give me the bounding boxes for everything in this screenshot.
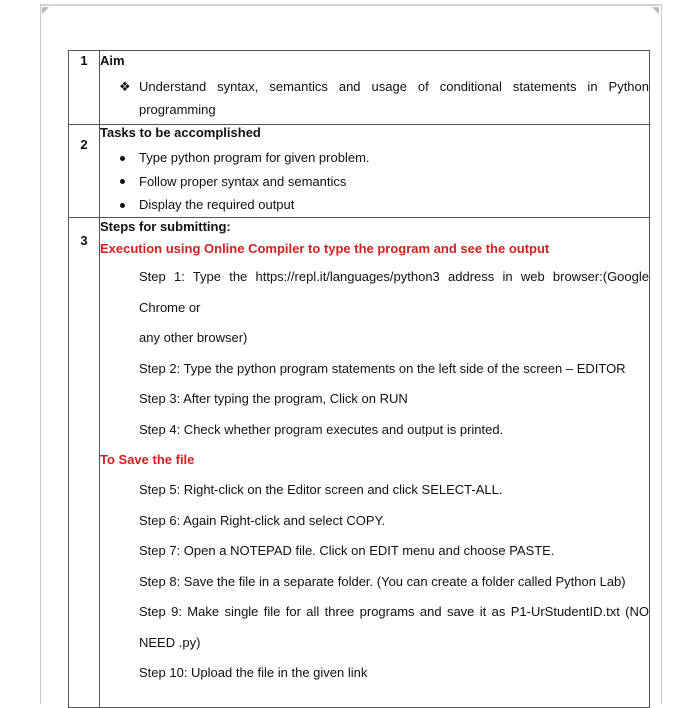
list-item: Type python program for given problem. (100, 146, 649, 170)
row-number: 3 (69, 218, 100, 708)
list-item: Display the required output (100, 193, 649, 217)
save-steps-list (100, 475, 649, 689)
table-row-steps (69, 218, 650, 708)
steps-heading: Steps for submitting: (100, 219, 231, 234)
step-8: Step 8: Save the file in a separate folder. (You can create a folder called Python Lab) (139, 573, 626, 589)
bullet-icon (120, 179, 125, 184)
lab-instructions-table (68, 50, 650, 708)
row-number: 1 (69, 51, 100, 125)
aim-heading: Aim (100, 53, 125, 68)
step-4: Step 4: Check whether program executes and output is printed. (139, 421, 504, 437)
table-row-tasks (69, 125, 650, 218)
step-5: Step 5: Right-click on the Editor screen and click SELECT-ALL. (139, 482, 503, 497)
online-compiler-heading: Execution using Online Compiler to type the program and see the output (100, 241, 550, 256)
step-6: Step 6: Again Right-click and select COPY. (139, 512, 386, 528)
step-7: Step 7: Open a NOTEPAD file. Click on EDIT menu and choose PASTE. (139, 543, 555, 558)
step-1: Step 1: Type the https://repl.it/languages/python3 address in web browser:(Google (139, 269, 649, 284)
four-diamond-bullet-icon: ❖ (119, 79, 131, 94)
tasks-list (100, 146, 649, 217)
steps-list (100, 257, 649, 445)
page-corner-mark-right: ◥ (652, 5, 659, 15)
save-file-heading: To Save the file (100, 452, 195, 467)
step-1-continued: any other browser) (139, 330, 248, 345)
step-3: Step 3: After typing the program, Click on RUN (139, 391, 408, 406)
aim-text: Understand syntax, semantics and usage of conditional statements in Python (139, 79, 649, 94)
list-item: Follow proper syntax and semantics (100, 170, 649, 194)
bullet-icon (120, 156, 125, 161)
row-number: 2 (69, 125, 100, 218)
step-2: Step 2: Type the python program statements on the left side of the screen – EDITOR (139, 360, 626, 376)
step-1-continued: Chrome or (139, 299, 201, 315)
aim-text-continued: programming (139, 102, 216, 117)
step-9: Step 9: Make single file for all three programs and save it as P1-UrStudentID.txt (NO (139, 604, 649, 619)
tasks-heading: Tasks to be accomplished (100, 125, 261, 140)
page-corner-mark-left: ◤ (42, 5, 49, 15)
table-row-aim (69, 51, 650, 125)
step-10: Step 10: Upload the file in the given link (139, 665, 368, 680)
step-9-continued: NEED .py) (139, 634, 201, 650)
bullet-icon (120, 203, 125, 208)
